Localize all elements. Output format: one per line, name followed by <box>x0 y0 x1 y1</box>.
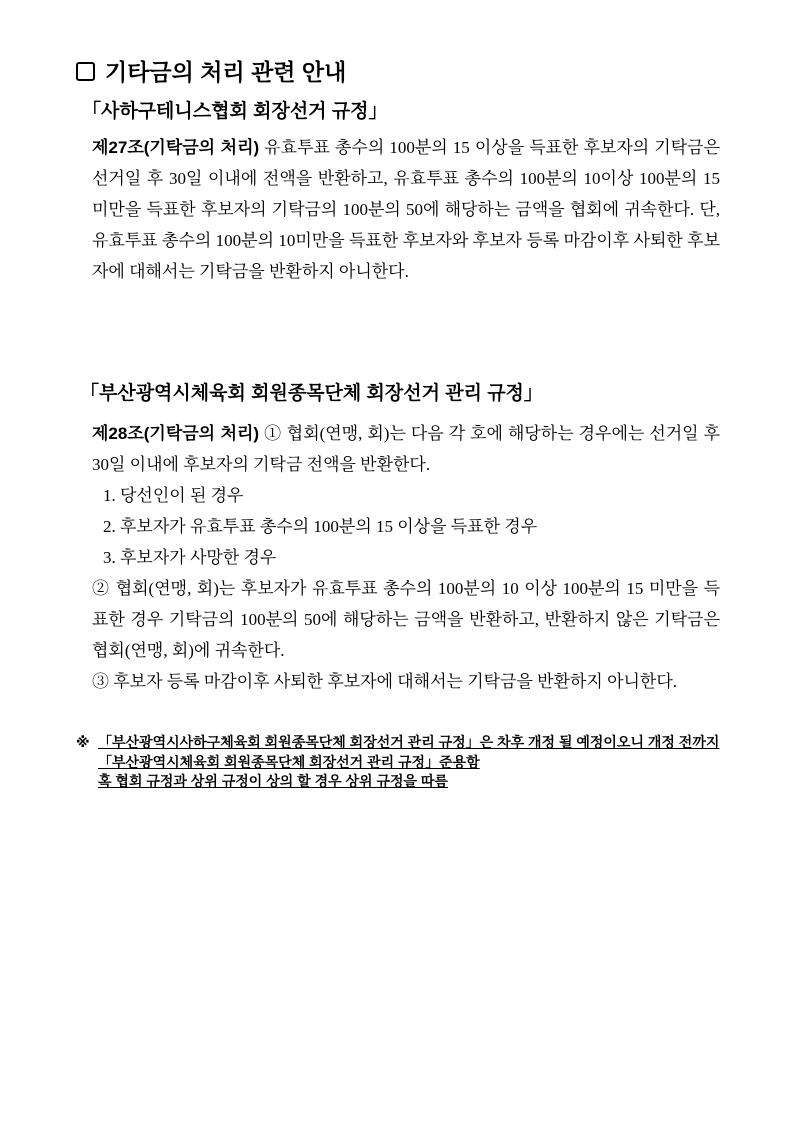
article27-text: 유효투표 총수의 100분의 15 이상을 득표한 후보자의 기탁금은 선거일 후 30일 이내에 전액을 반환하고, 유효투표 총수의 100분의 10이상 100분의 15 미만을 득표한 후보자의 기탁금의 100분의 50에 해당하는 금액을 협회에 귀속한다. 단, 유효투표 총수의 100분의 10미만을 득표한 후보자와 후보자 등록 마감이후 사퇴한 후보자에 대해서는 기탁금을 반환하지 아니한다. <box>92 138 720 281</box>
section1-article <box>92 132 720 287</box>
clause-3: ③ 후보자 등록 마감이후 사퇴한 후보자에 대해서는 기탁금을 반환하지 아니한다. <box>92 672 678 691</box>
note-text-2: 혹 협회 규정과 상위 규정이 상의 할 경우 상위 규정을 따름 <box>98 773 448 789</box>
article28-text: ① 협회(연맹, 회)는 다음 각 호에 해당하는 경우에는 선거일 후 30일 이내에 후보자의 기탁금 전액을 반환한다. <box>92 424 720 474</box>
clause-2: ② 협회(연맹, 회)는 후보자가 유효투표 총수의 100분의 10 이상 100분의 15 미만을 득표한 경우 기탁금의 100분의 50에 해당하는 금액을 반환하고, 반환하지 않은 기탁금은 협회(연맹, 회)에 귀속한다. <box>92 579 720 660</box>
section1-heading: 「사하구테니스협회 회장선거 규정」 <box>82 101 388 122</box>
page-title <box>76 56 736 88</box>
list-item: 3. 후보자가 사망한 경우 <box>103 548 277 567</box>
list-item: 2. 후보자가 유효투표 총수의 100분의 15 이상을 득표한 경우 <box>103 517 538 536</box>
article27-label: 제27조(기탁금의 처리) <box>92 138 260 157</box>
section2-heading: 「부산광역시체육회 회원종목단체 회장선거 관리 규정」 <box>80 383 543 404</box>
checkbox-icon <box>76 62 95 81</box>
section2-article <box>92 418 720 480</box>
reference-mark-icon: ※ <box>76 734 90 750</box>
article28-label: 제28조(기탁금의 처리) <box>92 424 260 443</box>
page-title-text: 기타금의 처리 관련 안내 <box>105 59 347 85</box>
note-text: 「부산광역시사하구체육회 회원종목단체 회장선거 관리 규정」은 차후 개정 될 예정이오니 개정 전까지「부산광역시체육회 회원종목단체 회장선거 관리 규정」준용함 <box>98 734 720 770</box>
list-item: 1. 당선인이 된 경우 <box>103 486 244 505</box>
